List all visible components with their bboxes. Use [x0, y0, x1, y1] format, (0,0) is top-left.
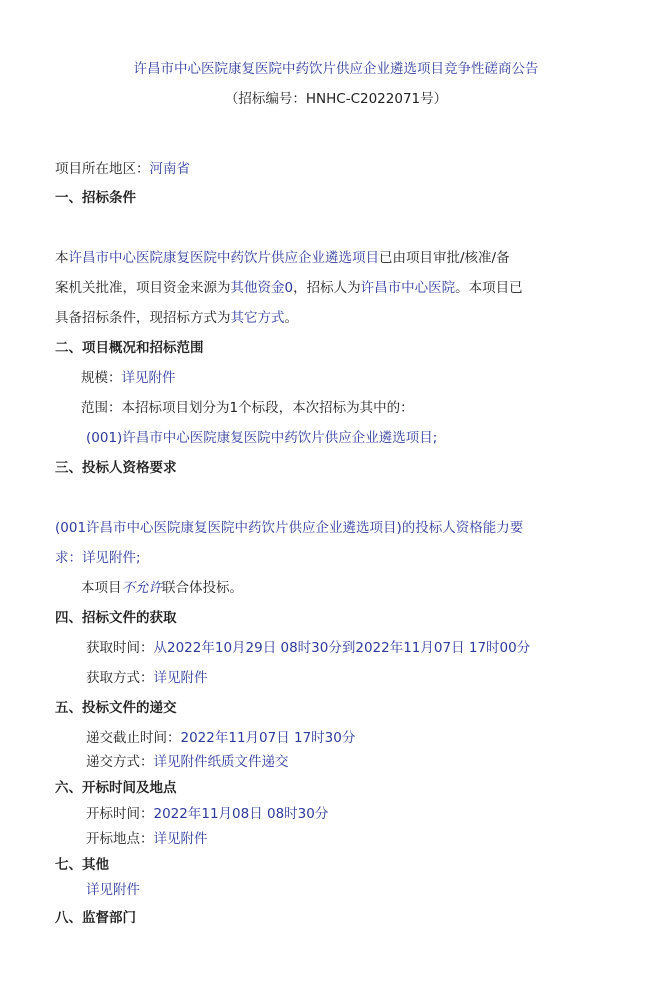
- text: 案机关批准，项目资金来源为: [55, 280, 231, 296]
- project-name: 许昌市中心医院康复医院中药饮片供应企业遴选项目: [68, 250, 379, 266]
- text: 已由项目审批/核准/备: [379, 250, 510, 266]
- bid-section: (001)许昌市中心医院康复医院中药饮片供应企业遴选项目;: [86, 430, 438, 446]
- project-region: [55, 159, 190, 179]
- page-title: 许昌市中心医院康复医院中药饮片供应企业遴选项目竞争性磋商公告: [133, 61, 539, 77]
- text: 本项目: [81, 580, 122, 596]
- obtain-time-row: [86, 638, 530, 658]
- obtain-time-value: 从2022年10月29日 08时30分到2022年11月07日 17时00分: [153, 640, 531, 656]
- text: 具备招标条件，现招标方式为: [55, 310, 231, 326]
- region-value: 河南省: [149, 161, 190, 177]
- open-time-row: [86, 804, 328, 824]
- submit-deadline-value: 2022年11月07日 17时30分: [180, 730, 356, 746]
- open-place-row: [86, 829, 208, 849]
- section-3-heading: 三、投标人资格要求: [55, 460, 177, 476]
- submit-method-row: [86, 752, 289, 772]
- open-time-label: 开标时间：: [86, 806, 154, 822]
- text: 。: [284, 310, 298, 326]
- section-1-heading: 一、招标条件: [55, 190, 136, 206]
- qualification-line-2: 求：详见附件;: [55, 550, 141, 566]
- text: ，招标人为: [293, 280, 361, 296]
- section-7-heading: 七、其他: [55, 857, 109, 873]
- other-info: 详见附件: [86, 882, 140, 898]
- range-row: 范围：本招标项目划分为1个标段，本次招标为其中的：: [81, 400, 414, 416]
- obtain-time-label: 获取时间：: [86, 640, 154, 656]
- tenderer: 许昌市中心医院: [360, 280, 456, 296]
- submit-method-value: 详见附件纸质文件递交: [153, 754, 289, 770]
- submit-deadline-label: 递交截止时间：: [86, 730, 181, 746]
- fund-source: 其他资金0: [230, 280, 294, 296]
- region-label: 项目所在地区：: [55, 161, 150, 177]
- section-4-heading: 四、招标文件的获取: [55, 610, 177, 626]
- section-6-heading: 六、开标时间及地点: [55, 780, 177, 796]
- text: 。本项目已: [455, 280, 523, 296]
- open-place-value: 详见附件: [153, 831, 208, 847]
- section-5-heading: 五、投标文件的递交: [55, 700, 177, 716]
- obtain-method-row: [86, 668, 208, 688]
- scale-label: 规模：: [81, 370, 122, 386]
- scale-row: [81, 368, 176, 388]
- open-time-value: 2022年11月08日 08时30分: [153, 806, 329, 822]
- union-bid-value: 不允许: [121, 580, 162, 596]
- text: 联合体投标。: [162, 580, 243, 596]
- section-1-line-3: [55, 308, 298, 328]
- text: 本: [55, 250, 69, 266]
- obtain-method-label: 获取方式：: [86, 670, 154, 686]
- qualification-line-1: (001许昌市中心医院康复医院中药饮片供应企业遴选项目)的投标人资格能力要: [55, 520, 524, 536]
- section-1-line-2: [55, 278, 523, 298]
- bid-number: （招标编号：HNHC-C2022071号）: [224, 91, 448, 107]
- submit-method-label: 递交方式：: [86, 754, 154, 770]
- scale-value: 详见附件: [121, 370, 176, 386]
- open-place-label: 开标地点：: [86, 831, 154, 847]
- tender-method: 其它方式: [230, 310, 285, 326]
- submit-deadline-row: [86, 728, 355, 748]
- obtain-method-value: 详见附件: [153, 670, 208, 686]
- union-bid-row: [81, 578, 243, 598]
- section-2-heading: 二、项目概况和招标范围: [55, 340, 204, 356]
- section-1-line-1: [55, 248, 510, 268]
- section-8-heading: 八、监督部门: [55, 910, 136, 926]
